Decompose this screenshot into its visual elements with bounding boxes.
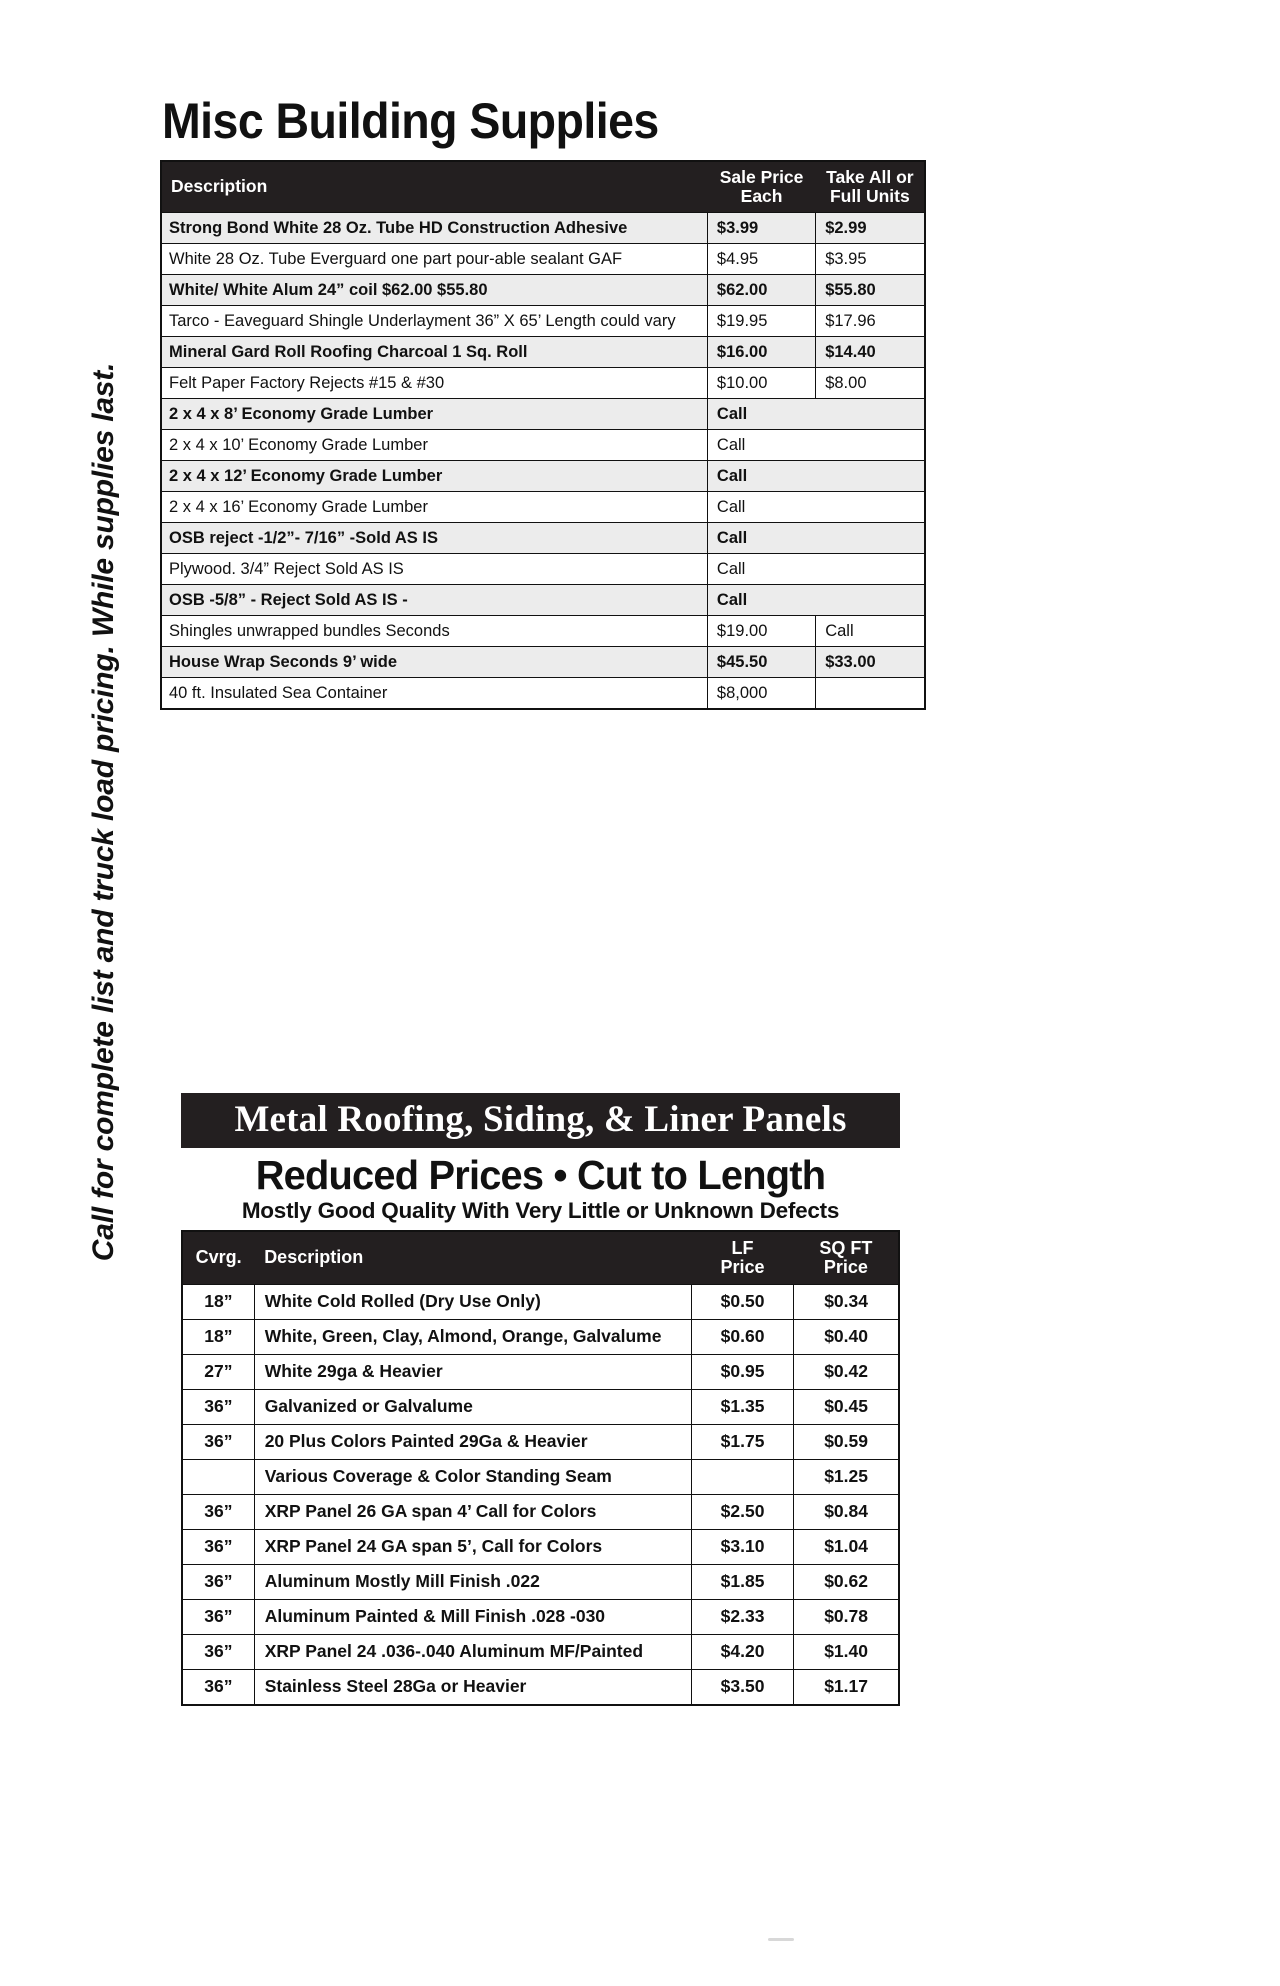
cell-description: Tarco - Eaveguard Shingle Underlayment 36” X 65’ Length could vary [161, 305, 707, 336]
cell-sqft-price: $1.04 [794, 1529, 899, 1564]
quality-subheadline: Mostly Good Quality With Very Little or Unknown Defects [241, 1198, 840, 1224]
table-row [161, 305, 925, 336]
cell-description: Various Coverage & Color Standing Seam [254, 1459, 691, 1494]
cell-sale-price: Call [707, 553, 925, 584]
cell-lf-price: $3.10 [691, 1529, 793, 1564]
cell-description: White/ White Alum 24” coil $62.00 $55.80 [161, 274, 707, 305]
table-row [161, 367, 925, 398]
cell-description: 40 ft. Insulated Sea Container [161, 677, 707, 709]
cell-cvrg [182, 1459, 254, 1494]
cell-sqft-price: $1.17 [794, 1669, 899, 1705]
table-row [182, 1424, 899, 1459]
cell-description: 2 x 4 x 12’ Economy Grade Lumber [161, 460, 707, 491]
cell-lf-price: $4.20 [691, 1634, 793, 1669]
cell-sale-price: $4.95 [707, 243, 815, 274]
cell-cvrg: 36” [182, 1599, 254, 1634]
cell-sqft-price: $0.45 [794, 1389, 899, 1424]
cell-description: Strong Bond White 28 Oz. Tube HD Construction Adhesive [161, 212, 707, 243]
metal-panels-table-body [182, 1284, 899, 1705]
column-header-take-all [816, 161, 925, 212]
column-header-lf-price [691, 1231, 793, 1285]
cell-cvrg: 36” [182, 1389, 254, 1424]
cell-lf-price: $2.33 [691, 1599, 793, 1634]
cell-description: White 29ga & Heavier [254, 1354, 691, 1389]
cell-sale-price: $62.00 [707, 274, 815, 305]
cell-lf-price: $1.85 [691, 1564, 793, 1599]
cell-sqft-price: $0.78 [794, 1599, 899, 1634]
cell-sqft-price: $0.84 [794, 1494, 899, 1529]
cell-description: Shingles unwrapped bundles Seconds [161, 615, 707, 646]
table-row [161, 615, 925, 646]
cell-cvrg: 36” [182, 1529, 254, 1564]
cell-description: Aluminum Painted & Mill Finish .028 -030 [254, 1599, 691, 1634]
cell-sale-price: Call [707, 522, 925, 553]
cell-sqft-price: $0.34 [794, 1284, 899, 1319]
cell-description: XRP Panel 24 .036-.040 Aluminum MF/Painted [254, 1634, 691, 1669]
cell-lf-price: $3.50 [691, 1669, 793, 1705]
table-row [161, 398, 925, 429]
table-header [182, 1231, 899, 1285]
cell-lf-price: $0.60 [691, 1319, 793, 1354]
table-header-row [182, 1231, 899, 1285]
cell-description: White Cold Rolled (Dry Use Only) [254, 1284, 691, 1319]
cell-description: Stainless Steel 28Ga or Heavier [254, 1669, 691, 1705]
lf-price-line2: Price [720, 1256, 765, 1277]
table-header [161, 161, 925, 212]
cell-description: XRP Panel 24 GA span 5’, Call for Colors [254, 1529, 691, 1564]
cell-description: White 28 Oz. Tube Everguard one part pour-able sealant GAF [161, 243, 707, 274]
table-header-row [161, 161, 925, 212]
cell-take-all-price: $55.80 [816, 274, 925, 305]
cell-cvrg: 36” [182, 1494, 254, 1529]
take-all-line1: Take All or [826, 167, 914, 187]
cell-description: 2 x 4 x 8’ Economy Grade Lumber [161, 398, 707, 429]
cell-sale-price: Call [707, 429, 925, 460]
cell-lf-price: $2.50 [691, 1494, 793, 1529]
sale-price-line1: Sale Price [719, 167, 804, 187]
cell-description: White, Green, Clay, Almond, Orange, Galvalume [254, 1319, 691, 1354]
table-row [161, 336, 925, 367]
cell-take-all-price: $8.00 [816, 367, 925, 398]
cell-description: 2 x 4 x 16’ Economy Grade Lumber [161, 491, 707, 522]
table-row [161, 243, 925, 274]
cell-description: Galvanized or Galvalume [254, 1389, 691, 1424]
cell-take-all-price: Call [816, 615, 925, 646]
table-row [182, 1564, 899, 1599]
cell-cvrg: 18” [182, 1319, 254, 1354]
cell-sale-price: $19.00 [707, 615, 815, 646]
table-row [182, 1354, 899, 1389]
cell-cvrg: 36” [182, 1424, 254, 1459]
cell-sqft-price: $0.42 [794, 1354, 899, 1389]
cell-sale-price: Call [707, 584, 925, 615]
table-row [161, 646, 925, 677]
cell-take-all-price: $3.95 [816, 243, 925, 274]
cell-sale-price: $45.50 [707, 646, 815, 677]
column-header-sqft-price [794, 1231, 899, 1285]
column-header-description: Description [254, 1231, 691, 1285]
table-row [182, 1669, 899, 1705]
cell-description: House Wrap Seconds 9’ wide [161, 646, 707, 677]
scan-artifact-mark [768, 1938, 794, 1941]
misc-supplies-table [160, 160, 926, 710]
table-row [182, 1284, 899, 1319]
cell-cvrg: 36” [182, 1669, 254, 1705]
cell-sale-price: Call [707, 398, 925, 429]
cell-sale-price: $3.99 [707, 212, 815, 243]
cell-sqft-price: $1.25 [794, 1459, 899, 1494]
sqft-price-line1: SQ FT [819, 1237, 873, 1258]
table-row [161, 677, 925, 709]
cell-cvrg: 36” [182, 1564, 254, 1599]
metal-roofing-banner: Metal Roofing, Siding, & Liner Panels [181, 1093, 900, 1148]
cell-lf-price: $1.35 [691, 1389, 793, 1424]
cell-description: Plywood. 3/4” Reject Sold AS IS [161, 553, 707, 584]
cell-lf-price [691, 1459, 793, 1494]
cell-description: XRP Panel 26 GA span 4’ Call for Colors [254, 1494, 691, 1529]
cell-sale-price: $8,000 [707, 677, 815, 709]
side-note-text: Call for complete list and truck load pricing. While supplies last. [87, 362, 120, 1262]
page-title: Misc Building Supplies [162, 93, 659, 149]
cell-sale-price: Call [707, 491, 925, 522]
cell-sqft-price: $0.40 [794, 1319, 899, 1354]
table-row [161, 491, 925, 522]
table-row [182, 1634, 899, 1669]
cell-take-all-price: $17.96 [816, 305, 925, 336]
column-header-cvrg: Cvrg. [182, 1231, 254, 1285]
cell-description: OSB reject -1/2”- 7/16” -Sold AS IS [161, 522, 707, 553]
cell-take-all-price: $14.40 [816, 336, 925, 367]
cell-lf-price: $1.75 [691, 1424, 793, 1459]
cell-sale-price: $16.00 [707, 336, 815, 367]
cell-description: OSB -5/8” - Reject Sold AS IS - [161, 584, 707, 615]
table-row [182, 1494, 899, 1529]
misc-supplies-table-body [161, 212, 925, 709]
column-header-sale-price [707, 161, 815, 212]
metal-panels-table [181, 1230, 900, 1706]
cell-lf-price: $0.50 [691, 1284, 793, 1319]
table-row [161, 522, 925, 553]
cell-sqft-price: $0.59 [794, 1424, 899, 1459]
table-row [161, 460, 925, 491]
cell-description: 20 Plus Colors Painted 29Ga & Heavier [254, 1424, 691, 1459]
cell-description: Mineral Gard Roll Roofing Charcoal 1 Sq. Roll [161, 336, 707, 367]
cell-description: 2 x 4 x 10’ Economy Grade Lumber [161, 429, 707, 460]
table-row [182, 1389, 899, 1424]
lf-price-line1: LF [731, 1237, 754, 1258]
take-all-line2: Full Units [829, 185, 910, 206]
cell-take-all-price [816, 677, 925, 709]
table-row [161, 274, 925, 305]
table-row [182, 1599, 899, 1634]
cell-cvrg: 18” [182, 1284, 254, 1319]
misc-building-supplies-section [160, 93, 926, 710]
table-row [161, 553, 925, 584]
cell-sale-price: $19.95 [707, 305, 815, 336]
reduced-prices-headline: Reduced Prices • Cut to Length [255, 1152, 826, 1198]
sale-price-line2: Each [740, 185, 783, 206]
cell-cvrg: 27” [182, 1354, 254, 1389]
table-row [182, 1529, 899, 1564]
cell-take-all-price: $2.99 [816, 212, 925, 243]
cell-take-all-price: $33.00 [816, 646, 925, 677]
metal-roofing-section [181, 1093, 900, 1706]
table-row [161, 429, 925, 460]
cell-sale-price: Call [707, 460, 925, 491]
table-row [161, 584, 925, 615]
column-header-description: Description [161, 161, 707, 212]
cell-sale-price: $10.00 [707, 367, 815, 398]
cell-sqft-price: $0.62 [794, 1564, 899, 1599]
cell-description: Felt Paper Factory Rejects #15 & #30 [161, 367, 707, 398]
table-row [182, 1459, 899, 1494]
sqft-price-line2: Price [823, 1256, 868, 1277]
cell-lf-price: $0.95 [691, 1354, 793, 1389]
table-row [182, 1319, 899, 1354]
table-row [161, 212, 925, 243]
cell-cvrg: 36” [182, 1634, 254, 1669]
cell-sqft-price: $1.40 [794, 1634, 899, 1669]
cell-description: Aluminum Mostly Mill Finish .022 [254, 1564, 691, 1599]
